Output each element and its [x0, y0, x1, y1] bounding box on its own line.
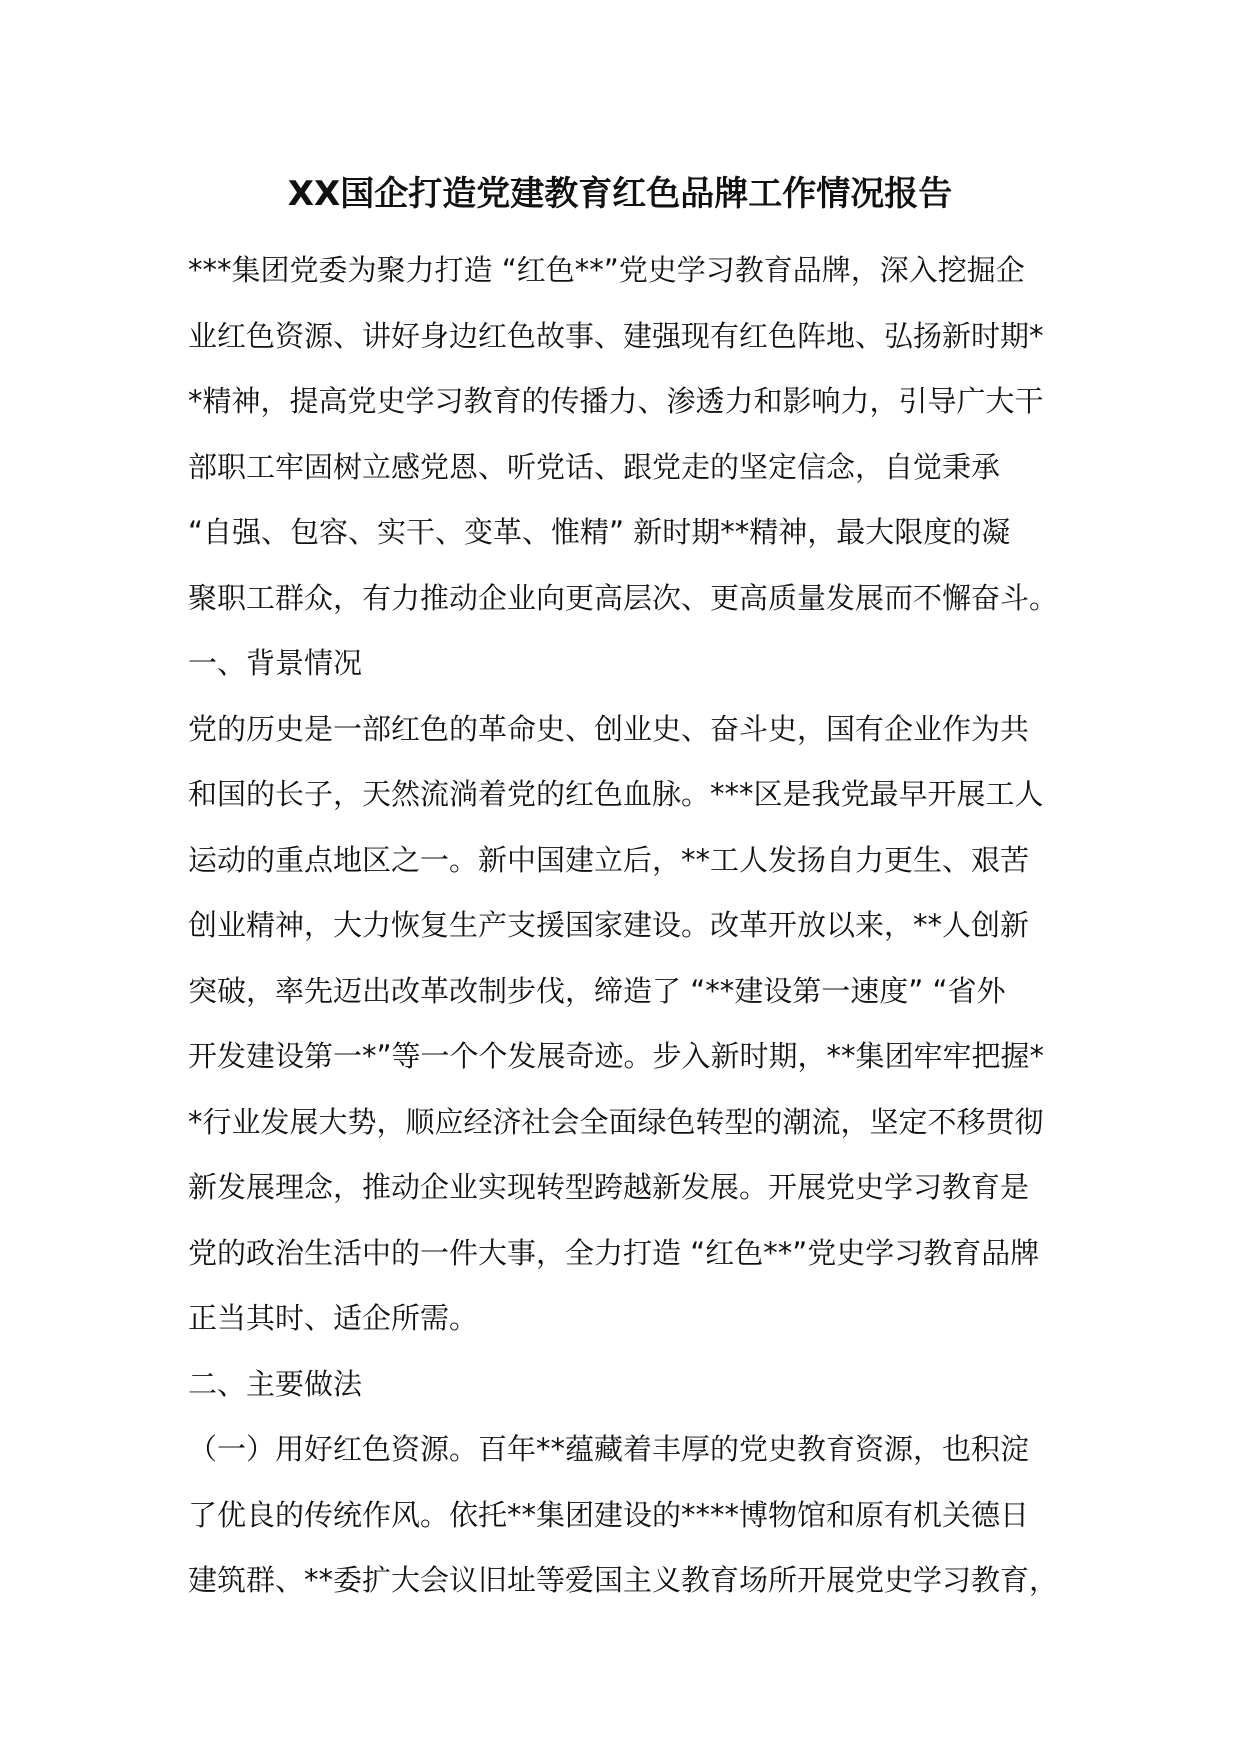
body-line: 党的历史是一部红色的革命史、创业史、奋斗史，国有企业作为共 — [188, 711, 1030, 746]
body-line: 运动的重点地区之一。新中国建立后，**工人发扬自力更生、艰苦 — [188, 842, 1030, 877]
body-line: 创业精神，大力恢复生产支援国家建设。改革开放以来，**人创新 — [188, 908, 1030, 942]
body-line: 突破，率先迈出改革改制步伐，缔造了 “**建设第一速度” “省外 — [188, 973, 1006, 1008]
body-line: 建筑群、**委扩大会议旧址等爱国主义教育场所开展党史学习教育， — [188, 1563, 1059, 1597]
body-line: 和国的长子，天然流淌着党的红色血脉。***区是我党最早开展工人 — [188, 777, 1044, 811]
body-line: 了优良的传统作风。依托**集团建设的****博物馆和原有机关德日 — [188, 1497, 1030, 1532]
section-heading-background: 一、背景情况 — [188, 646, 363, 680]
document-title: XX国企打造党建教育红色品牌工作情况报告 — [287, 174, 953, 214]
body-line: 正当其时、适企所需。 — [188, 1301, 479, 1335]
body-line: 新发展理念，推动企业实现转型跨越新发展。开展党史学习教育是 — [188, 1170, 1030, 1204]
body-line: *精神，提高党史学习教育的传播力、渗透力和影响力，引导广大干 — [188, 384, 1044, 418]
body-line: 部职工牢固树立感党恩、听党话、跟党走的坚定信念，自觉秉承 — [188, 449, 1001, 484]
body-line: *行业发展大势，顺应经济社会全面绿色转型的潮流，坚定不移贯彻 — [188, 1104, 1044, 1139]
body-line: 聚职工群众，有力推动企业向更高层次、更高质量发展而不懈奋斗。 — [188, 580, 1059, 615]
body-line: “自强、包容、实干、变革、惟精” 新时期**精神，最大限度的凝 — [188, 515, 1011, 549]
body-line: 业红色资源、讲好身边红色故事、建强现有红色阵地、弘扬新时期* — [188, 318, 1044, 353]
section-heading-main-practices: 二、主要做法 — [188, 1366, 363, 1401]
body-line: （一）用好红色资源。百年**蕴藏着丰厚的党史教育资源，也积淀 — [188, 1432, 1030, 1466]
body-line: 开发建设第一*”等一个个发展奇迹。步入新时期，**集团牢牢把握* — [188, 1039, 1045, 1073]
body-line: ***集团党委为聚力打造 “红色**”党史学习教育品牌，深入挖掘企 — [188, 253, 1025, 287]
body-line: 党的政治生活中的一件大事，全力打造 “红色**”党史学习教育品牌 — [188, 1235, 1040, 1270]
document-body — [188, 238, 1068, 1614]
